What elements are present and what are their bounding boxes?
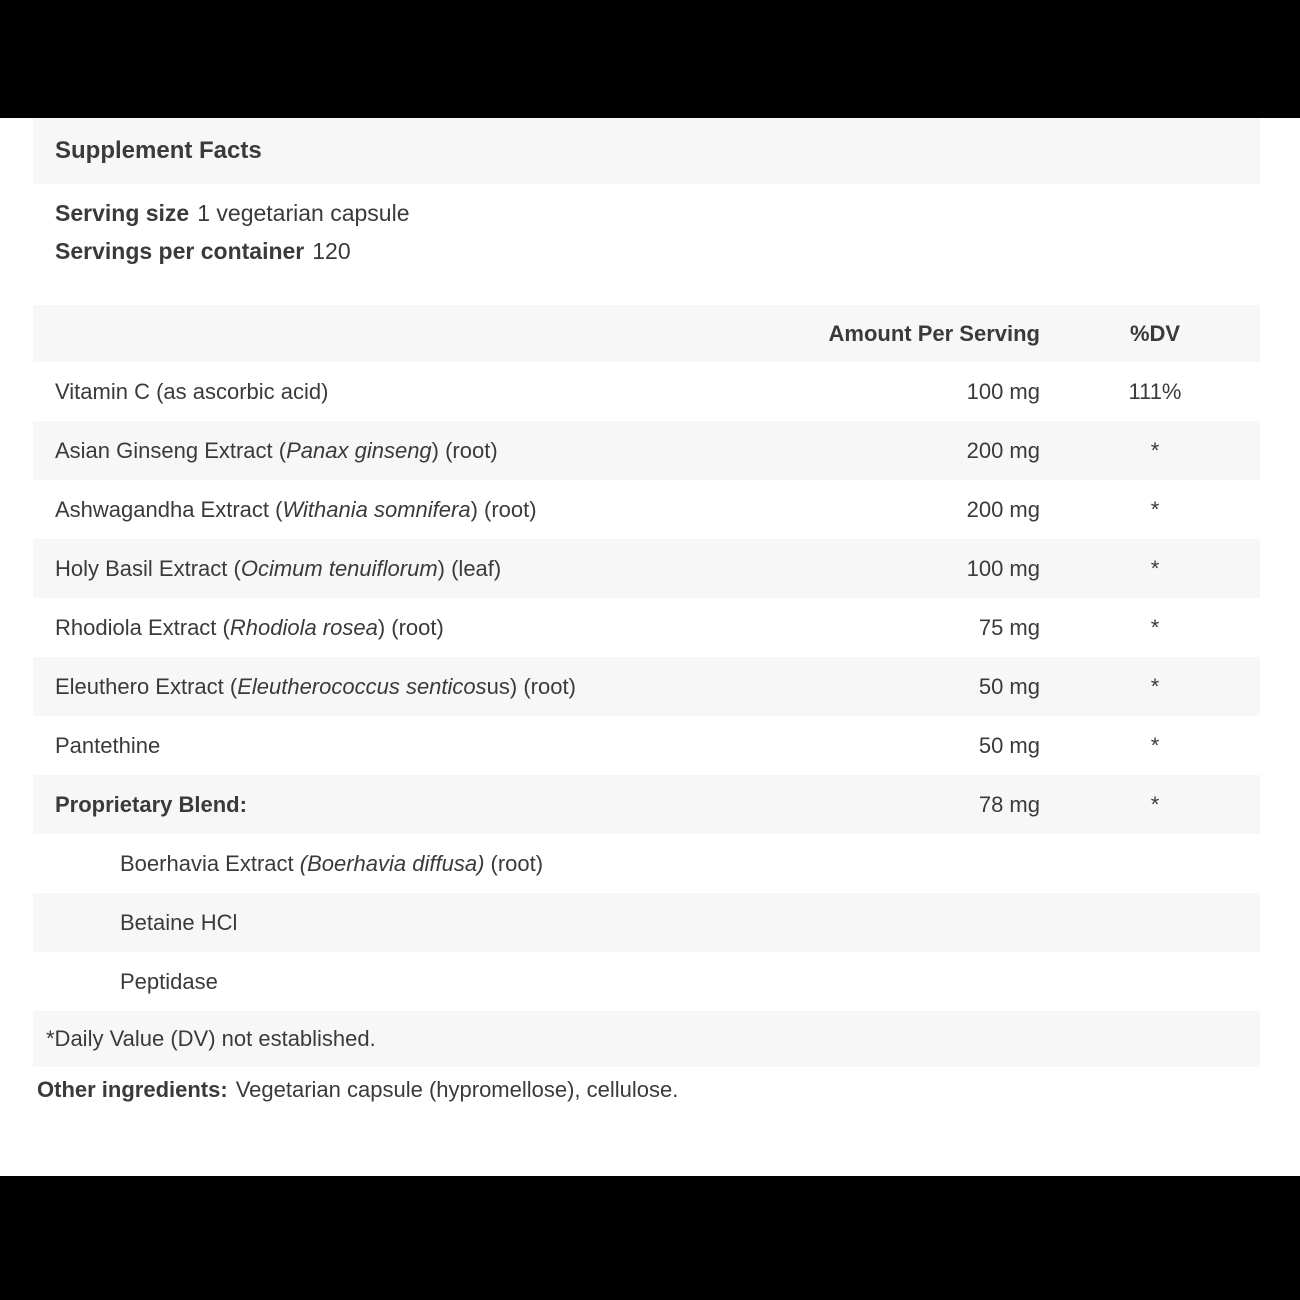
amount-per-serving-header: Amount Per Serving xyxy=(828,320,1040,346)
table-row xyxy=(33,362,1260,421)
dv-value: 111% xyxy=(1128,378,1182,404)
servings-per-container-label: Servings per container xyxy=(55,237,305,264)
top-black-bar xyxy=(0,0,1300,118)
ingredient-name: Ashwagandha Extract ( Withania somnifera ) (root) xyxy=(55,496,537,522)
table-row xyxy=(33,539,1260,598)
dv-value xyxy=(1005,834,1300,893)
table-row xyxy=(33,480,1260,539)
table-row xyxy=(33,775,1260,834)
ingredient-name: Rhodiola Extract ( Rhodiola rosea ) (root) xyxy=(55,614,444,640)
other-ingredients-value: Vegetarian capsule (hypromellose), cellulose. xyxy=(235,1077,679,1102)
table-header-row xyxy=(33,305,1260,362)
daily-value-footnote-band xyxy=(33,1011,1260,1067)
serving-size-label: Serving size xyxy=(55,199,190,226)
table-row xyxy=(33,598,1260,657)
servings-per-container-value: 120 xyxy=(312,237,351,264)
ingredient-name: Betaine HCl xyxy=(120,909,238,935)
ingredient-name: Vitamin C (as ascorbic acid) xyxy=(55,378,329,404)
percent-dv-header: %DV xyxy=(1129,320,1181,346)
servings-per-container-line xyxy=(55,234,351,268)
amount-value: 75 mg xyxy=(978,614,1040,640)
table-row xyxy=(33,834,1260,893)
supplement-facts-title: Supplement Facts xyxy=(55,137,262,164)
serving-size-line xyxy=(55,196,410,230)
ingredient-name: Holy Basil Extract ( Ocimum tenuiflorum ) (leaf) xyxy=(55,555,502,581)
amount-value: 100 mg xyxy=(966,555,1040,581)
amount-value: 78 mg xyxy=(978,791,1040,817)
ingredient-name: Eleuthero Extract ( Eleutherococcus senticos us) (root) xyxy=(55,673,576,699)
bottom-black-bar xyxy=(0,1176,1300,1300)
amount-value: 100 mg xyxy=(966,378,1040,404)
table-row xyxy=(33,657,1260,716)
table-row xyxy=(33,952,1260,1011)
dv-value: * xyxy=(1150,555,1160,581)
table-row xyxy=(33,421,1260,480)
dv-value: * xyxy=(1150,791,1160,817)
facts-table-body xyxy=(33,362,1260,1011)
dv-value xyxy=(1005,893,1300,952)
daily-value-footnote: *Daily Value (DV) not established. xyxy=(46,1026,376,1051)
amount-value: 200 mg xyxy=(966,496,1040,522)
supplement-facts-title-band xyxy=(33,118,1260,184)
table-row xyxy=(33,893,1260,952)
ingredient-name: Boerhavia Extract (Boerhavia diffusa) (root) xyxy=(120,850,544,876)
serving-size-value: 1 vegetarian capsule xyxy=(197,199,410,226)
amount-value: 50 mg xyxy=(978,732,1040,758)
dv-value: * xyxy=(1150,673,1160,699)
dv-value: * xyxy=(1150,496,1160,522)
ingredient-name: Proprietary Blend: xyxy=(55,791,247,817)
dv-value: * xyxy=(1150,732,1160,758)
ingredient-name: Peptidase xyxy=(120,968,218,994)
amount-value: 50 mg xyxy=(978,673,1040,699)
other-ingredients-line xyxy=(37,1070,678,1110)
amount-value: 200 mg xyxy=(966,437,1040,463)
dv-value xyxy=(1005,952,1300,1011)
ingredient-name: Pantethine xyxy=(55,732,161,758)
table-row xyxy=(33,716,1260,775)
dv-value: * xyxy=(1150,614,1160,640)
ingredient-name: Asian Ginseng Extract ( Panax ginseng ) (root) xyxy=(55,437,498,463)
other-ingredients-label: Other ingredients: xyxy=(37,1077,228,1102)
dv-value: * xyxy=(1150,437,1160,463)
